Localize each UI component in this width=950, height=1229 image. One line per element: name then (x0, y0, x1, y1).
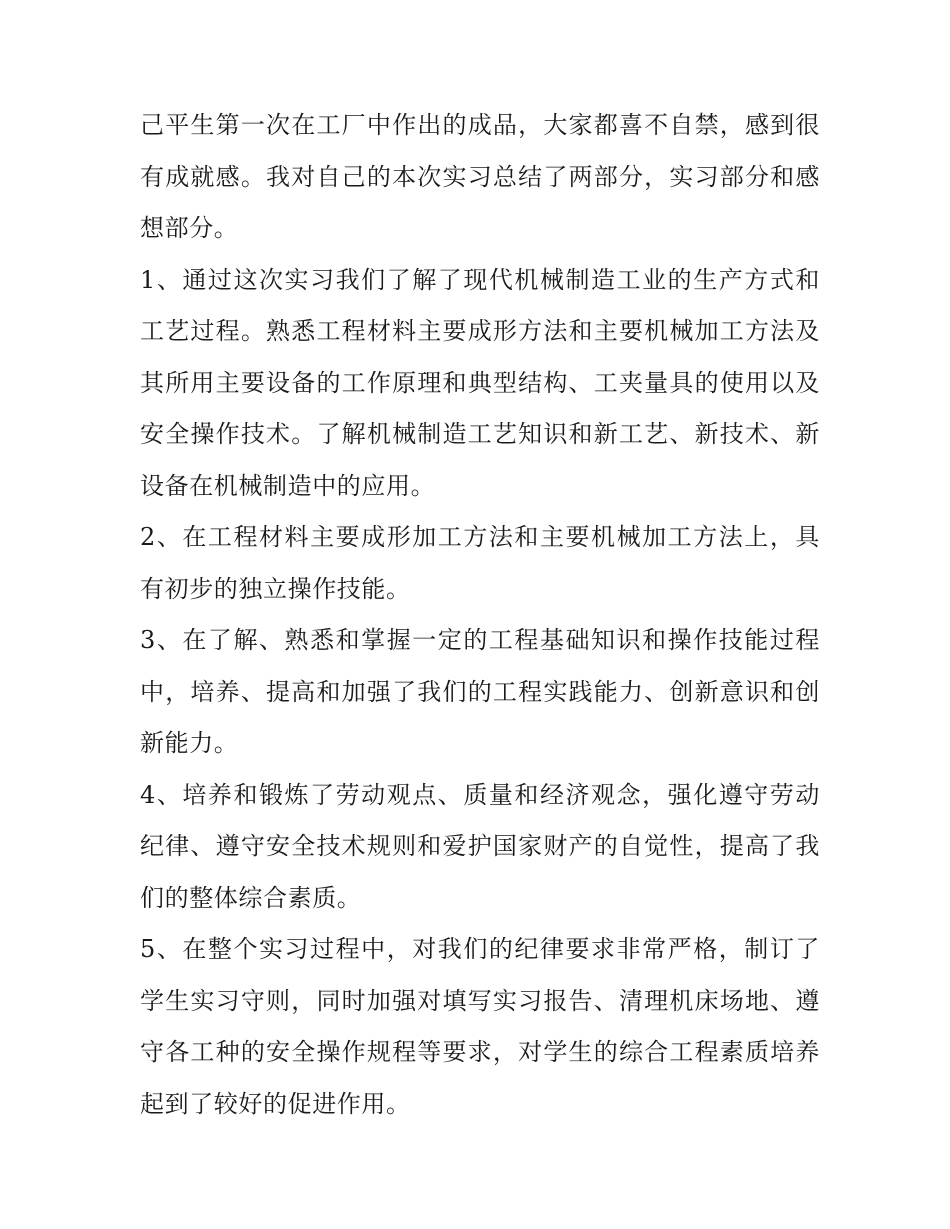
point-4-paragraph: 4、培养和锻炼了劳动观点、质量和经济观念，强化遵守劳动纪律、遵守安全技术规则和爱护国家财产的自觉性，提高了我们的整体综合素质。 (140, 780, 820, 912)
point-1-paragraph: 1、通过这次实习我们了解了现代机械制造工业的生产方式和工艺过程。熟悉工程材料主要成形方法和主要机械加工方法及其所用主要设备的工作原理和典型结构、工夹量具的使用以及安全操作技术。了解机械制造工艺知识和新工艺、新技术、新设备在机械制造中的应用。 (140, 265, 820, 500)
point-2-paragraph: 2、在工程材料主要成形加工方法和主要机械加工方法上，具有初步的独立操作技能。 (140, 523, 820, 603)
document-page (140, 100, 820, 1130)
point-3-paragraph: 3、在了解、熟悉和掌握一定的工程基础知识和操作技能过程中，培养、提高和加强了我们的工程实践能力、创新意识和创新能力。 (140, 626, 820, 757)
point-5-paragraph: 5、在整个实习过程中，对我们的纪律要求非常严格，制订了学生实习守则，同时加强对填写实习报告、清理机床场地、遵守各工种的安全操作规程等要求，对学生的综合工程素质培养起到了较好的促进作用。 (140, 935, 820, 1118)
intro-paragraph: 己平生第一次在工厂中作出的成品，大家都喜不自禁，感到很有成就感。我对自己的本次实习总结了两部分，实习部分和感想部分。 (140, 111, 820, 242)
